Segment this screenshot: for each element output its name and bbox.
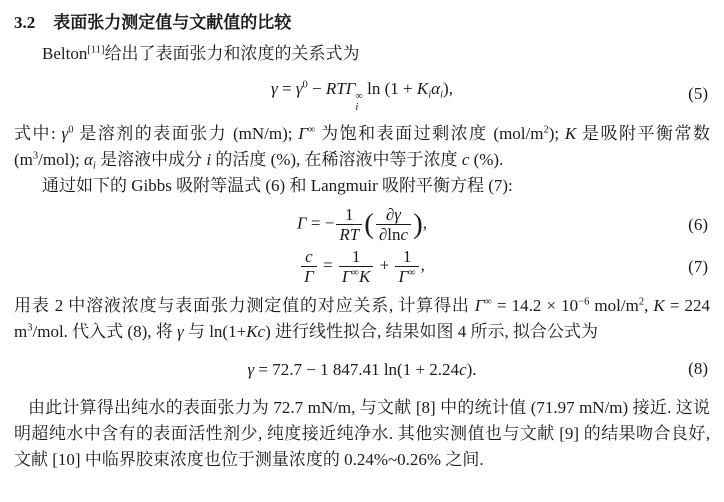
citation-ref: [11]	[87, 44, 105, 56]
section-number: 3.2	[14, 13, 36, 32]
fraction-c-Gamma: $\frac{c}{\Gamma}$	[301, 247, 317, 286]
equation-7-number: (7)	[688, 256, 708, 276]
equation-5-number: (5)	[688, 84, 708, 104]
equation-7-body: $\frac{c}{\Gamma}$ = $\frac{1}{\Gamma^\infty K}$ + $\frac{1}{\Gamma^\infty}$ ,	[299, 247, 425, 286]
fraction-1-Ginf: $\frac{1}{\Gamma^\infty}$	[395, 247, 418, 286]
equation-5	[14, 76, 710, 113]
equation-5-body: $\gamma = \gamma^0 - RT\Gamma$ ∞ i $\ln (1 + K_i\alpha_i)$,	[271, 79, 453, 113]
fraction-dgamma-dlnc: $\frac{\partial\gamma}{\partial\ln c}$	[376, 205, 411, 244]
equation-8-body: γ = 72.7 − 1 847.41 ln(1 + 2.24c).	[247, 359, 477, 379]
equation-8-number: (8)	[688, 359, 708, 379]
gibbs-paragraph: 通过如下的 Gibbs 吸附等温式 (6) 和 Langmuir 吸附平衡方程 (7):	[42, 175, 513, 195]
fraction-1-RT: $\frac{1}{RT}$	[336, 205, 362, 244]
intro-text: 给出了表面张力和浓度的关系式为	[104, 44, 360, 63]
equation-6	[14, 205, 710, 245]
section-heading	[14, 11, 710, 35]
equation-6-body: Γ = − $\frac{1}{RT}$ ( $\frac{\partial\gamma}{\partial\ln c}$ ),	[297, 205, 427, 245]
left-paren: (	[364, 208, 374, 241]
author-name: Belton	[42, 44, 88, 63]
result-paragraph: 由此计算得出纯水的表面张力为 72.7 mN/m, 与文献 [8] 中的统计值 (71.97 mN/m) 接近. 这说明超纯水中含有的表面活性剂少, 纯度接近纯净水. 其他实测值也与文献 [9] 的结果吻合良好, 文献 [10] 中临界胶束浓度也位于测量浓度的 0.24%~0.26% 之间.	[14, 397, 710, 469]
intro-paragraph	[14, 41, 710, 67]
where-paragraph: 式中: $\gamma^0$ 是溶剂的表面张力 (mN/m); Γ∞ 为饱和表面过剩浓度 $(mol/m^2)$; K 是吸附平衡常数 $(m^3/mol)$; $\alpha_i$ 是溶液中成分 i 的活度 (%), 在稀溶液中等于浓度 c (%).	[14, 123, 710, 172]
gamma-sup-sub: ∞ i	[355, 90, 363, 113]
section-title: 表面张力测定值与文献值的比较	[53, 13, 292, 32]
equation-block-6-7	[14, 205, 710, 287]
equation-8	[14, 356, 710, 383]
fit-paragraph: 用表 2 中溶液浓度与表面张力测定值的对应关系, 计算得出 $\Gamma^\infty = 14.2 \times 10^{-6}$ mol/$m^2$, K = 224 $m^3$/mol. 代入式 (8), 将 γ 与 ln(1+Kc) 进行线性拟合, 结果如图 4 所示, 拟合公式为	[14, 295, 710, 341]
equation-6-number: (6)	[688, 214, 708, 234]
fraction-1-GinfK: $\frac{1}{\Gamma^\infty K}$	[339, 247, 374, 286]
right-paren: )	[413, 208, 423, 241]
equation-7	[14, 247, 710, 287]
